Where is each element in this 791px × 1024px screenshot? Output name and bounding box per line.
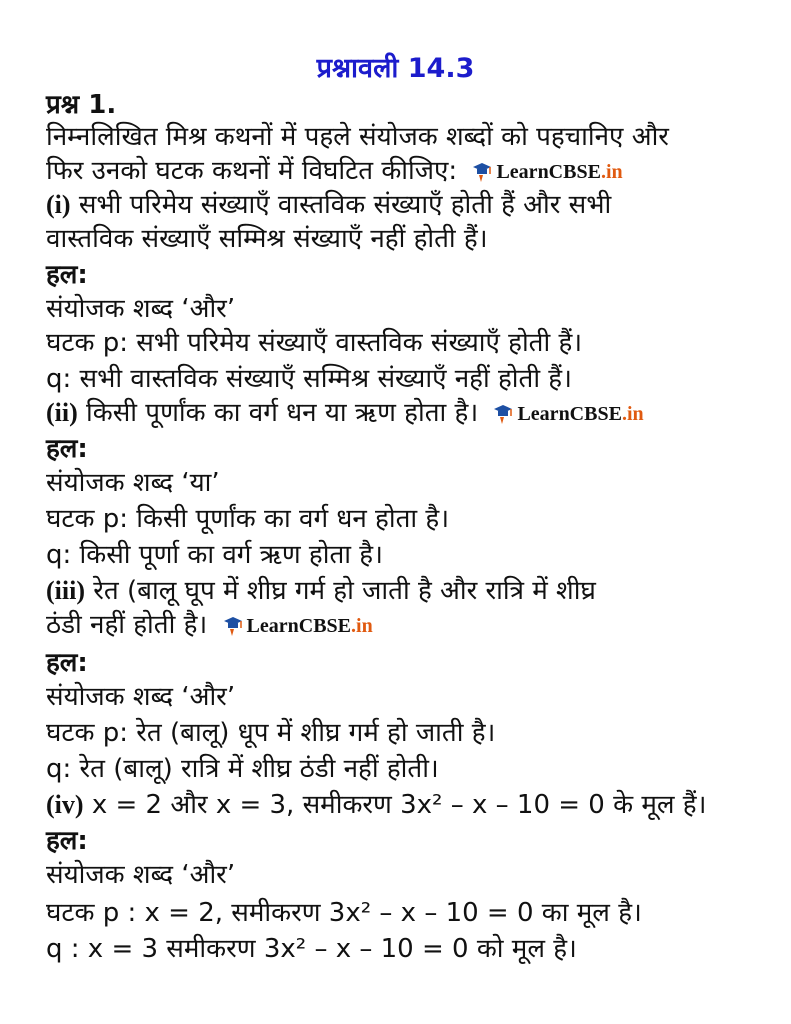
solution-heading-iv: हल:: [46, 826, 88, 856]
learncbse-watermark-2: [492, 397, 643, 431]
part-i-line-2: वास्तविक संख्याएँ सम्मिश्र संख्याएँ नहीं होती हैं।: [46, 224, 488, 254]
graduation-cap-icon: [471, 161, 493, 183]
part-iii-text-2: ठंडी नहीं होती है।: [46, 610, 208, 640]
component-p-iv: घटक p : x = 2, समीकरण 3x² – x – 10 = 0 का मूल है।: [46, 898, 642, 928]
part-i-line-1: [46, 188, 611, 222]
solution-heading-i: हल:: [46, 260, 88, 290]
graduation-cap-icon: [492, 403, 514, 425]
part-iv-label: (iv): [46, 790, 84, 819]
component-p-i: घटक p: सभी परिमेय संख्याएँ वास्तविक संख्याएँ होती हैं।: [46, 328, 583, 358]
component-q-i: q: सभी वास्तविक संख्याएँ सम्मिश्र संख्याएँ नहीं होती हैं।: [46, 364, 572, 394]
part-i-text-1: सभी परिमेय संख्याएँ वास्तविक संख्याएँ होती हैं और सभी: [78, 190, 612, 220]
solution-heading-iii: हल:: [46, 648, 88, 678]
connective-ii: संयोजक शब्द ‘या’: [46, 468, 220, 498]
part-iii-label: (iii): [46, 576, 85, 605]
connective-iv: संयोजक शब्द ‘और’: [46, 860, 236, 890]
question-text-line-2-text: फिर उनको घटक कथनों में विघटित कीजिए:: [46, 156, 458, 186]
question-text-line-2: [46, 154, 623, 189]
component-q-iv: q : x = 3 समीकरण 3x² – x – 10 = 0 को मूल है।: [46, 934, 577, 964]
part-iii-line-1: [46, 574, 596, 608]
component-p-ii: घटक p: किसी पूर्णांक का वर्ग धन होता है।: [46, 504, 450, 534]
component-q-iii: q: रेत (बालू) रात्रि में शीघ्र ठंडी नहीं होती।: [46, 754, 439, 784]
connective-i: संयोजक शब्द ‘और’: [46, 294, 236, 324]
question-number: प्रश्न 1.: [46, 90, 117, 120]
part-iii-line-2: [46, 608, 373, 643]
graduation-cap-icon: [222, 615, 244, 637]
watermark-ext: .in: [600, 160, 623, 183]
part-i-label: (i): [46, 190, 71, 219]
watermark-brand: LearnCBSE: [496, 160, 601, 183]
question-text-line-1: निम्नलिखित मिश्र कथनों में पहले संयोजक शब्दों को पहचानिए और: [46, 122, 669, 152]
solution-heading-ii: हल:: [46, 434, 88, 464]
part-iv-line: [46, 788, 706, 822]
watermark-brand: LearnCBSE: [246, 614, 352, 637]
part-ii-line: [46, 396, 644, 431]
watermark-ext: .in: [621, 402, 644, 425]
connective-iii: संयोजक शब्द ‘और’: [46, 682, 236, 712]
part-ii-label: (ii): [46, 398, 78, 427]
part-ii-text: किसी पूर्णांक का वर्ग धन या ऋण होता है।: [86, 398, 479, 428]
learncbse-watermark: [471, 155, 622, 189]
component-p-iii: घटक p: रेत (बालू) धूप में शीघ्र गर्म हो जाती है।: [46, 718, 496, 748]
page-title: प्रश्नावली 14.3: [316, 53, 475, 84]
watermark-brand: LearnCBSE: [517, 402, 622, 425]
learncbse-watermark-3: [222, 609, 373, 643]
watermark-ext: .in: [351, 614, 373, 637]
part-iv-text: x = 2 और x = 3, समीकरण 3x² – x – 10 = 0 के मूल हैं।: [91, 790, 707, 820]
part-iii-text-1: रेत (बालू घूप में शीघ्र गर्म हो जाती है और रात्रि में शीघ्र: [93, 576, 596, 606]
component-q-ii: q: किसी पूर्णा का वर्ग ऋण होता है।: [46, 540, 383, 570]
